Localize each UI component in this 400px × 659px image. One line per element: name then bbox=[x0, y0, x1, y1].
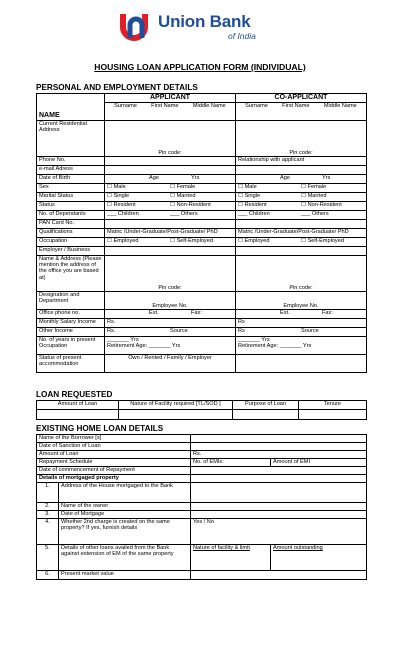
item-number: 5. bbox=[37, 545, 59, 571]
applicant-accommodation-field[interactable]: Own / Rented / Family / Employer bbox=[105, 354, 236, 372]
applicant-years-field[interactable]: _______ Yrs Retirement Age: _______ Yrs bbox=[105, 336, 236, 354]
market-value-field[interactable] bbox=[191, 571, 367, 580]
second-charge-field[interactable]: Yes / No bbox=[191, 519, 367, 545]
applicant-salary-field[interactable]: Rs. bbox=[105, 318, 236, 327]
applicant-phone-field[interactable] bbox=[105, 156, 236, 165]
tenure-field[interactable] bbox=[299, 410, 367, 420]
nature-facility-field[interactable] bbox=[119, 410, 233, 420]
loan-requested-table bbox=[36, 400, 367, 420]
relationship-field[interactable]: Relationship with applicant bbox=[236, 156, 367, 165]
col-amount-of-loan: Amount of Loan bbox=[37, 401, 119, 410]
co-applicant-dob-field[interactable]: Age Yrs bbox=[236, 174, 367, 183]
item-text: Date of Mortgage bbox=[59, 511, 191, 519]
co-applicant-name-field[interactable]: Surname First Name Middle Name bbox=[236, 102, 367, 120]
item-number: 6. bbox=[37, 571, 59, 580]
brand-name: Union Bank bbox=[158, 12, 251, 31]
qualifications-label: Qualifications bbox=[37, 228, 105, 237]
amount-label: Amount of Loan bbox=[37, 451, 191, 459]
item-number: 2. bbox=[37, 503, 59, 511]
applicant-designation-field[interactable]: Employee No. bbox=[105, 291, 236, 309]
co-applicant-marital-field[interactable]: ☐ Single ☐ Married bbox=[236, 192, 367, 201]
applicant-status-field[interactable]: ☐ Resident ☐ Non-Resident bbox=[105, 201, 236, 210]
union-bank-emblem-icon bbox=[118, 10, 154, 42]
loan-requested-title: LOAN REQUESTED bbox=[36, 390, 113, 399]
nature-limit-field[interactable]: Nature of facility & limit bbox=[191, 545, 271, 571]
applicant-sex-field[interactable]: ☐ Male ☐ Female bbox=[105, 183, 236, 192]
co-applicant-status-field[interactable]: ☐ Resident ☐ Non-Resident bbox=[236, 201, 367, 210]
borrower-field[interactable] bbox=[191, 435, 367, 443]
applicant-address-field[interactable]: Pin code: bbox=[105, 120, 236, 156]
amount-of-loan-field[interactable] bbox=[37, 410, 119, 420]
co-applicant-other-income-field[interactable]: Rs Source bbox=[236, 327, 367, 336]
form-title: HOUSING LOAN APPLICATION FORM (INDIVIDUAL) bbox=[94, 62, 306, 72]
col-purpose: Purpose of Loan bbox=[233, 401, 299, 410]
office-address-label: Name & Address (Please mention the address of the office you are based at) bbox=[37, 255, 105, 291]
col-tenure: Tenure bbox=[299, 401, 367, 410]
applicant-employer-field[interactable] bbox=[105, 246, 236, 255]
co-applicant-office-phone-field[interactable]: Ext. Fax: bbox=[236, 309, 367, 318]
applicant-office-address-field[interactable]: Pin code: bbox=[105, 255, 236, 291]
other-income-label: Other Income bbox=[37, 327, 105, 336]
applicant-office-phone-field[interactable]: Ext. Fax: bbox=[105, 309, 236, 318]
personal-section-title: PERSONAL AND EMPLOYMENT DETAILS bbox=[36, 83, 198, 92]
mortgage-address-field[interactable] bbox=[191, 483, 367, 503]
existing-loan-table bbox=[36, 434, 367, 580]
item-number: 4. bbox=[37, 519, 59, 545]
status-label: Status bbox=[37, 201, 105, 210]
name-label: NAME bbox=[37, 94, 105, 121]
office-phone-label: Office phone no. bbox=[37, 309, 105, 318]
employer-label: Employer / Business bbox=[37, 246, 105, 255]
occupation-label: Occupation bbox=[37, 237, 105, 246]
co-applicant-salary-field[interactable]: Rs bbox=[236, 318, 367, 327]
pan-label: PAN Card No. bbox=[37, 219, 105, 228]
co-applicant-address-field[interactable]: Pin code: bbox=[236, 120, 367, 156]
no-emis-field[interactable]: No. of EMIs: bbox=[191, 459, 271, 467]
col-nature-facility: Nature of Facility required [TL/SOD ] bbox=[119, 401, 233, 410]
amount-emi-field[interactable]: Amount of EMI bbox=[271, 459, 367, 467]
co-applicant-email-field[interactable] bbox=[236, 165, 367, 174]
item-text: Present market value bbox=[59, 571, 191, 580]
sex-label: Sex bbox=[37, 183, 105, 192]
owner-field[interactable] bbox=[191, 503, 367, 511]
dependants-label: No. of Dependants bbox=[37, 210, 105, 219]
mortgage-date-field[interactable] bbox=[191, 511, 367, 519]
union-bank-logo bbox=[118, 10, 283, 42]
mortgaged-property-label: Details of mortgaged property bbox=[37, 475, 191, 483]
co-applicant-years-field[interactable]: _______ Yrs Retirement Age: _______ Yrs bbox=[236, 336, 367, 354]
applicant-occupation-field[interactable]: ☐ Employed ☐ Self-Employed bbox=[105, 237, 236, 246]
co-applicant-dependants-field[interactable]: ___ Children ___ Others bbox=[236, 210, 367, 219]
co-applicant-pan-field[interactable] bbox=[236, 219, 367, 228]
co-applicant-office-address-field[interactable]: Pin code: bbox=[236, 255, 367, 291]
applicant-pan-field[interactable] bbox=[105, 219, 236, 228]
co-applicant-occupation-field[interactable]: ☐ Employed ☐ Self-Employed bbox=[236, 237, 367, 246]
applicant-marital-field[interactable]: ☐ Single ☐ Married bbox=[105, 192, 236, 201]
item-text: Details of other loans availed from the Bank against extension of EM of the same property bbox=[59, 545, 191, 571]
applicant-dependants-field[interactable]: ___ Children ___ Others bbox=[105, 210, 236, 219]
marital-label: Marital Status bbox=[37, 192, 105, 201]
accommodation-label: Status of present accommodation bbox=[37, 354, 105, 372]
applicant-dob-field[interactable]: Age Yrs bbox=[105, 174, 236, 183]
co-applicant-sex-field[interactable]: ☐ Male ☐ Female bbox=[236, 183, 367, 192]
co-applicant-header: CO-APPLICANT bbox=[236, 94, 367, 103]
amount-outstanding-field[interactable]: Amount outstanding bbox=[271, 545, 367, 571]
existing-loan-title: EXISTING HOME LOAN DETAILS bbox=[36, 424, 164, 433]
applicant-other-income-field[interactable]: Rs. Source bbox=[105, 327, 236, 336]
commencement-label: Date of commencement of Repayment bbox=[37, 467, 191, 475]
purpose-field[interactable] bbox=[233, 410, 299, 420]
years-occupation-label: No. of years in present Occupation bbox=[37, 336, 105, 354]
monthly-salary-label: Monthly Salary Income bbox=[37, 318, 105, 327]
item-text: Whether 2nd charge is created on the same property? If yes, furnish details bbox=[59, 519, 191, 545]
current-address-label: Current Residential Address bbox=[37, 120, 105, 156]
co-applicant-accommodation-field[interactable] bbox=[236, 354, 367, 372]
applicant-email-field[interactable] bbox=[105, 165, 236, 174]
co-applicant-employer-field[interactable] bbox=[236, 246, 367, 255]
applicant-header: APPLICANT bbox=[105, 94, 236, 103]
sanction-date-label: Date of Sanction of Loan bbox=[37, 443, 191, 451]
co-applicant-designation-field[interactable]: Employee No. bbox=[236, 291, 367, 309]
repayment-label: Repayment Schedule bbox=[37, 459, 191, 467]
item-number: 1. bbox=[37, 483, 59, 503]
commencement-field[interactable] bbox=[191, 467, 367, 475]
email-label: e-mail Adress bbox=[37, 165, 105, 174]
dob-label: Date of Birth bbox=[37, 174, 105, 183]
applicant-name-field[interactable]: Surname First Name Middle Name bbox=[105, 102, 236, 120]
item-text: Address of the House mortgaged to the Bank bbox=[59, 483, 191, 503]
item-number: 3. bbox=[37, 511, 59, 519]
item-text: Name of the owner bbox=[59, 503, 191, 511]
phone-label: Phone No. bbox=[37, 156, 105, 165]
co-applicant-qualifications-field[interactable]: Matric /Under-Graduate/Post-Graduate/ PhD bbox=[236, 228, 367, 237]
mortgaged-property-field bbox=[191, 475, 367, 483]
applicant-qualifications-field[interactable]: Matric /Under-Graduate/Post-Graduate/ PhD bbox=[105, 228, 236, 237]
borrower-label: Name of the Borrower [s] bbox=[37, 435, 191, 443]
personal-details-table bbox=[36, 93, 367, 373]
sanction-date-field[interactable] bbox=[191, 443, 367, 451]
designation-label: Designation and Department bbox=[37, 291, 105, 309]
amount-field[interactable]: Rs. bbox=[191, 451, 367, 459]
brand-subtitle: of India bbox=[228, 31, 256, 41]
